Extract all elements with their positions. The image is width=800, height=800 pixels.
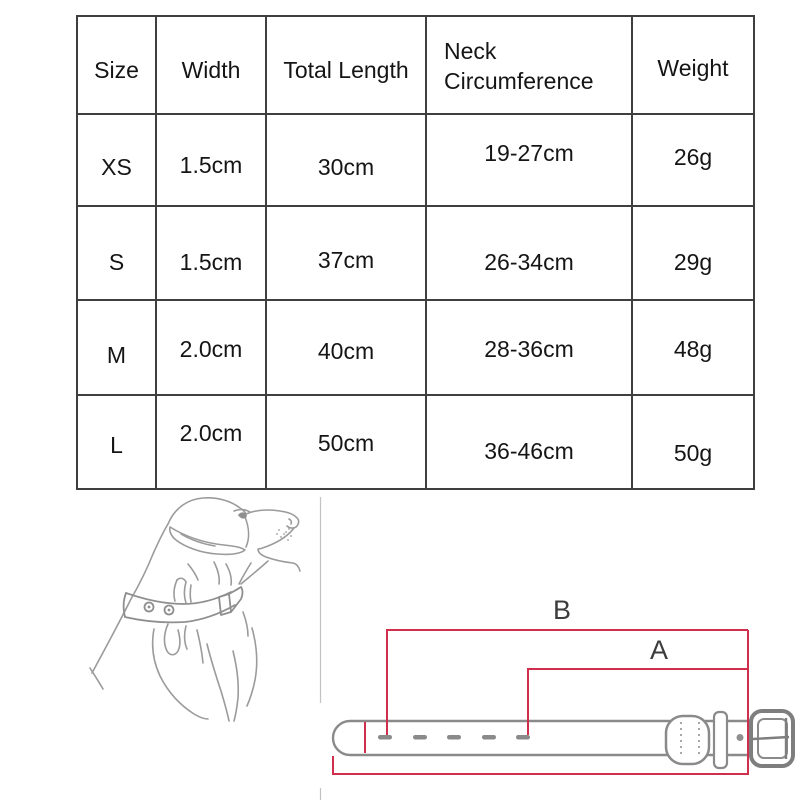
- header-cell-total-length: [267, 17, 427, 115]
- dog-cheek-line: [245, 517, 249, 547]
- cell-l-total-length: 50cm: [267, 396, 427, 488]
- header-cell-width: [157, 17, 267, 115]
- dog-muzzle-top: [246, 510, 299, 528]
- cell-s-total-length: 37cm: [267, 207, 427, 301]
- hand-finger-up-1: [174, 580, 177, 601]
- dog-muzzle-speckles: [276, 528, 292, 541]
- header-size-label: Size: [94, 57, 139, 84]
- size-table: [76, 15, 755, 490]
- cell-xs-weight: 26g: [633, 115, 753, 207]
- cell-s-neck: 26-34cm: [427, 207, 633, 301]
- cell-s-width: 1.5cm: [157, 207, 267, 301]
- cell-l-size: L: [78, 396, 157, 488]
- dog-collar-grommet-dot: [168, 609, 171, 612]
- dog-neck-crease-1: [243, 612, 248, 636]
- hand-finger-up-2: [185, 582, 187, 603]
- hand-wrist-outline: [207, 644, 229, 721]
- cell-s-size: S: [78, 207, 157, 301]
- dog-collar-keeper: [219, 594, 231, 615]
- header-weight-label: Weight: [657, 55, 729, 82]
- cell-xs-neck: 19-27cm: [427, 115, 633, 207]
- cell-m-weight: 48g: [633, 301, 753, 396]
- dog-ear: [170, 527, 245, 554]
- cell-l-width: 2.0cm: [157, 396, 267, 488]
- cell-m-neck: 28-36cm: [427, 301, 633, 396]
- dog-chest-stroke-2: [226, 564, 231, 585]
- cell-l-weight: 50g: [673, 440, 713, 467]
- collar-buckle-hole: [737, 734, 744, 741]
- dog-neck-back: [92, 524, 168, 673]
- dog-collar-grommet-dot: [148, 606, 151, 609]
- dog-brow-line: [234, 510, 250, 512]
- dog-neck-front-2: [233, 651, 238, 721]
- hand-thumb: [164, 624, 179, 655]
- cell-m-width: 2.0cm: [157, 301, 267, 396]
- header-width-label: Width: [181, 57, 241, 84]
- measurement-label-a: A: [650, 635, 669, 665]
- dog-collar-sketch: [124, 587, 243, 622]
- cell-xs-size: XS: [78, 115, 157, 207]
- dog-nostril: [289, 519, 291, 524]
- cell-l-neck: 36-46cm: [427, 396, 633, 488]
- cell-m-size: M: [78, 301, 157, 396]
- dog-sketch: [90, 498, 300, 721]
- dog-chest-stroke-1: [214, 562, 219, 584]
- hand-sketch: [153, 578, 229, 721]
- dog-collar-top-edge: [126, 592, 231, 604]
- header-neck-circumference-label: Neck Circumference: [444, 38, 594, 94]
- header-total-length-label: Total Length: [283, 57, 409, 84]
- cell-xs-total-length: 30cm: [267, 115, 427, 207]
- measurement-label-b: B: [553, 595, 572, 625]
- dog-neck-front-1: [247, 628, 257, 706]
- collar-diagram: [333, 711, 793, 768]
- cell-s-weight: 29g: [633, 207, 753, 301]
- cell-xs-width: 1.5cm: [157, 115, 267, 207]
- collar-keeper-bar: [714, 712, 727, 768]
- hand-finger-below: [185, 626, 187, 649]
- cell-m-total-length: 40cm: [267, 301, 427, 396]
- dog-neck-crease-3: [188, 564, 198, 580]
- header-cell-neck-circumference: [427, 17, 633, 115]
- dog-collar-end-cap: [124, 593, 126, 617]
- header-cell-size: [78, 17, 157, 115]
- dog-shoulder-stroke: [90, 668, 103, 689]
- dog-neck-crease-2: [197, 630, 203, 663]
- illustration-area: [0, 480, 800, 800]
- hand-fingertip: [177, 578, 186, 582]
- header-cell-weight: [633, 17, 753, 115]
- hand-finger-up-3: [190, 585, 191, 602]
- dog-collar-bottom-edge: [125, 605, 235, 622]
- collar-keeper-loop: [666, 716, 709, 764]
